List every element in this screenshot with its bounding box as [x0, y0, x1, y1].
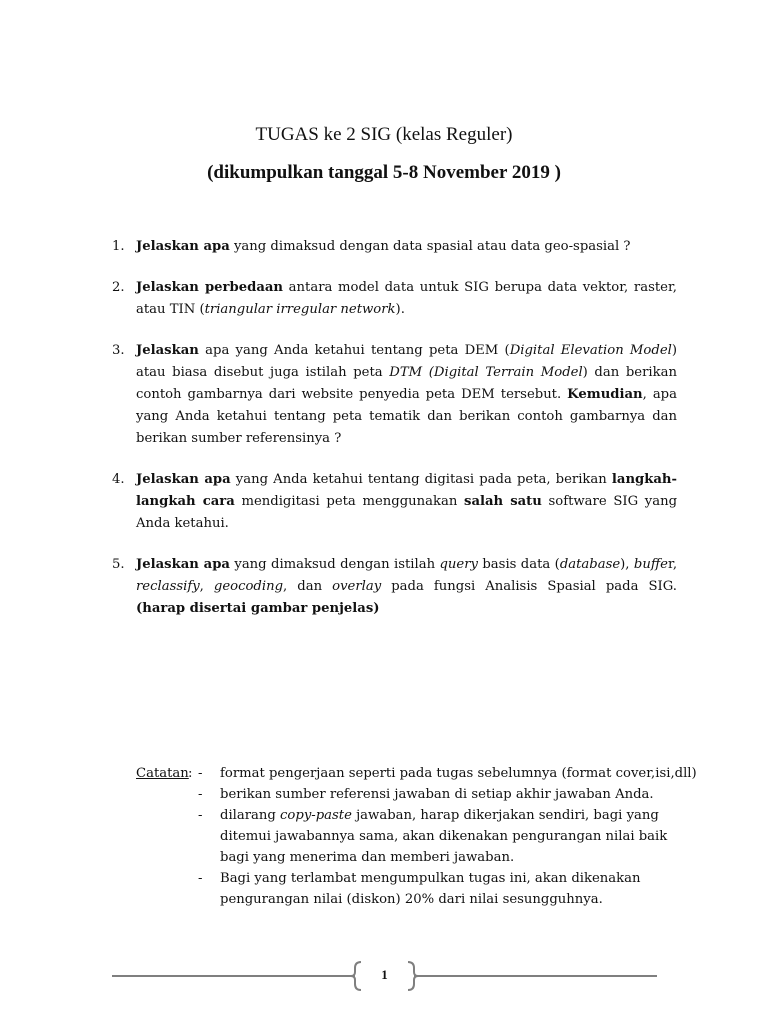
note-item — [198, 763, 698, 784]
page-footer — [112, 960, 657, 992]
question-number: 2. — [112, 280, 125, 295]
note-dash: - — [198, 766, 203, 781]
question-number: 1. — [112, 239, 125, 254]
question-text: Jelaskan apa yang Anda ketahui tentang peta DEM (Digital Elevation Model) atau biasa disebut juga istilah peta DTM (Digital Terrain Model) dan berikan contoh gambarnya dari website penyedia peta DEM tersebut. Kemudian, apa yang Anda ketahui tentang peta tematik dan berikan contoh gambarnya dan berikan sumber referensinya ? — [136, 343, 677, 446]
question-list — [107, 236, 677, 639]
notes-label: Catatan — [136, 766, 189, 781]
submission-date-subtitle: (dikumpulkan tanggal 5-8 November 2019 ) — [207, 162, 561, 183]
note-text: Bagi yang terlambat mengumpulkan tugas ini, akan dikenakan pengurangan nilai (diskon) 20% dari nilai sesungguhnya. — [220, 871, 641, 907]
question-text: Jelaskan apa yang dimaksud dengan data spasial atau data geo-spasial ? — [136, 239, 631, 254]
note-dash: - — [198, 808, 203, 823]
note-dash: - — [198, 787, 203, 802]
note-dash: - — [198, 871, 203, 886]
question-item — [107, 277, 677, 321]
notes-colon: : — [188, 766, 193, 781]
note-text: format pengerjaan seperti pada tugas sebelumnya (format cover,isi,dll) — [220, 766, 697, 781]
question-item — [107, 554, 677, 620]
question-text: Jelaskan apa yang Anda ketahui tentang digitasi pada peta, berikan langkah-langkah cara mendigitasi peta menggunakan salah satu software SIG yang Anda ketahui. — [136, 472, 678, 531]
question-text: Jelaskan apa yang dimaksud dengan istilah query basis data (database), buffer, reclassify, geocoding, dan overlay pada fungsi Analisis Spasial pada SIG. (harap disertai gambar penjelas) — [136, 557, 678, 616]
question-item — [107, 340, 677, 450]
note-item — [198, 805, 698, 868]
note-text: berikan sumber referensi jawaban di setiap akhir jawaban Anda. — [220, 787, 654, 802]
question-item — [107, 469, 677, 535]
notes-list — [198, 763, 698, 910]
question-number: 3. — [112, 343, 125, 358]
question-text: Jelaskan perbedaan antara model data untuk SIG berupa data vektor, raster, atau TIN (triangular irregular network). — [136, 280, 677, 317]
question-number: 5. — [112, 557, 125, 572]
document-title: TUGAS ke 2 SIG (kelas Reguler) — [255, 124, 513, 145]
note-item — [198, 868, 698, 910]
note-text: dilarang copy-paste jawaban, harap dikerjakan sendiri, bagi yang ditemui jawabannya sama, akan dikenakan pengurangan nilai baik bagi yang menerima dan memberi jawaban. — [220, 808, 668, 865]
question-number: 4. — [112, 472, 125, 487]
question-item — [107, 236, 677, 258]
page-number: 1 — [381, 967, 388, 982]
note-item — [198, 784, 698, 805]
